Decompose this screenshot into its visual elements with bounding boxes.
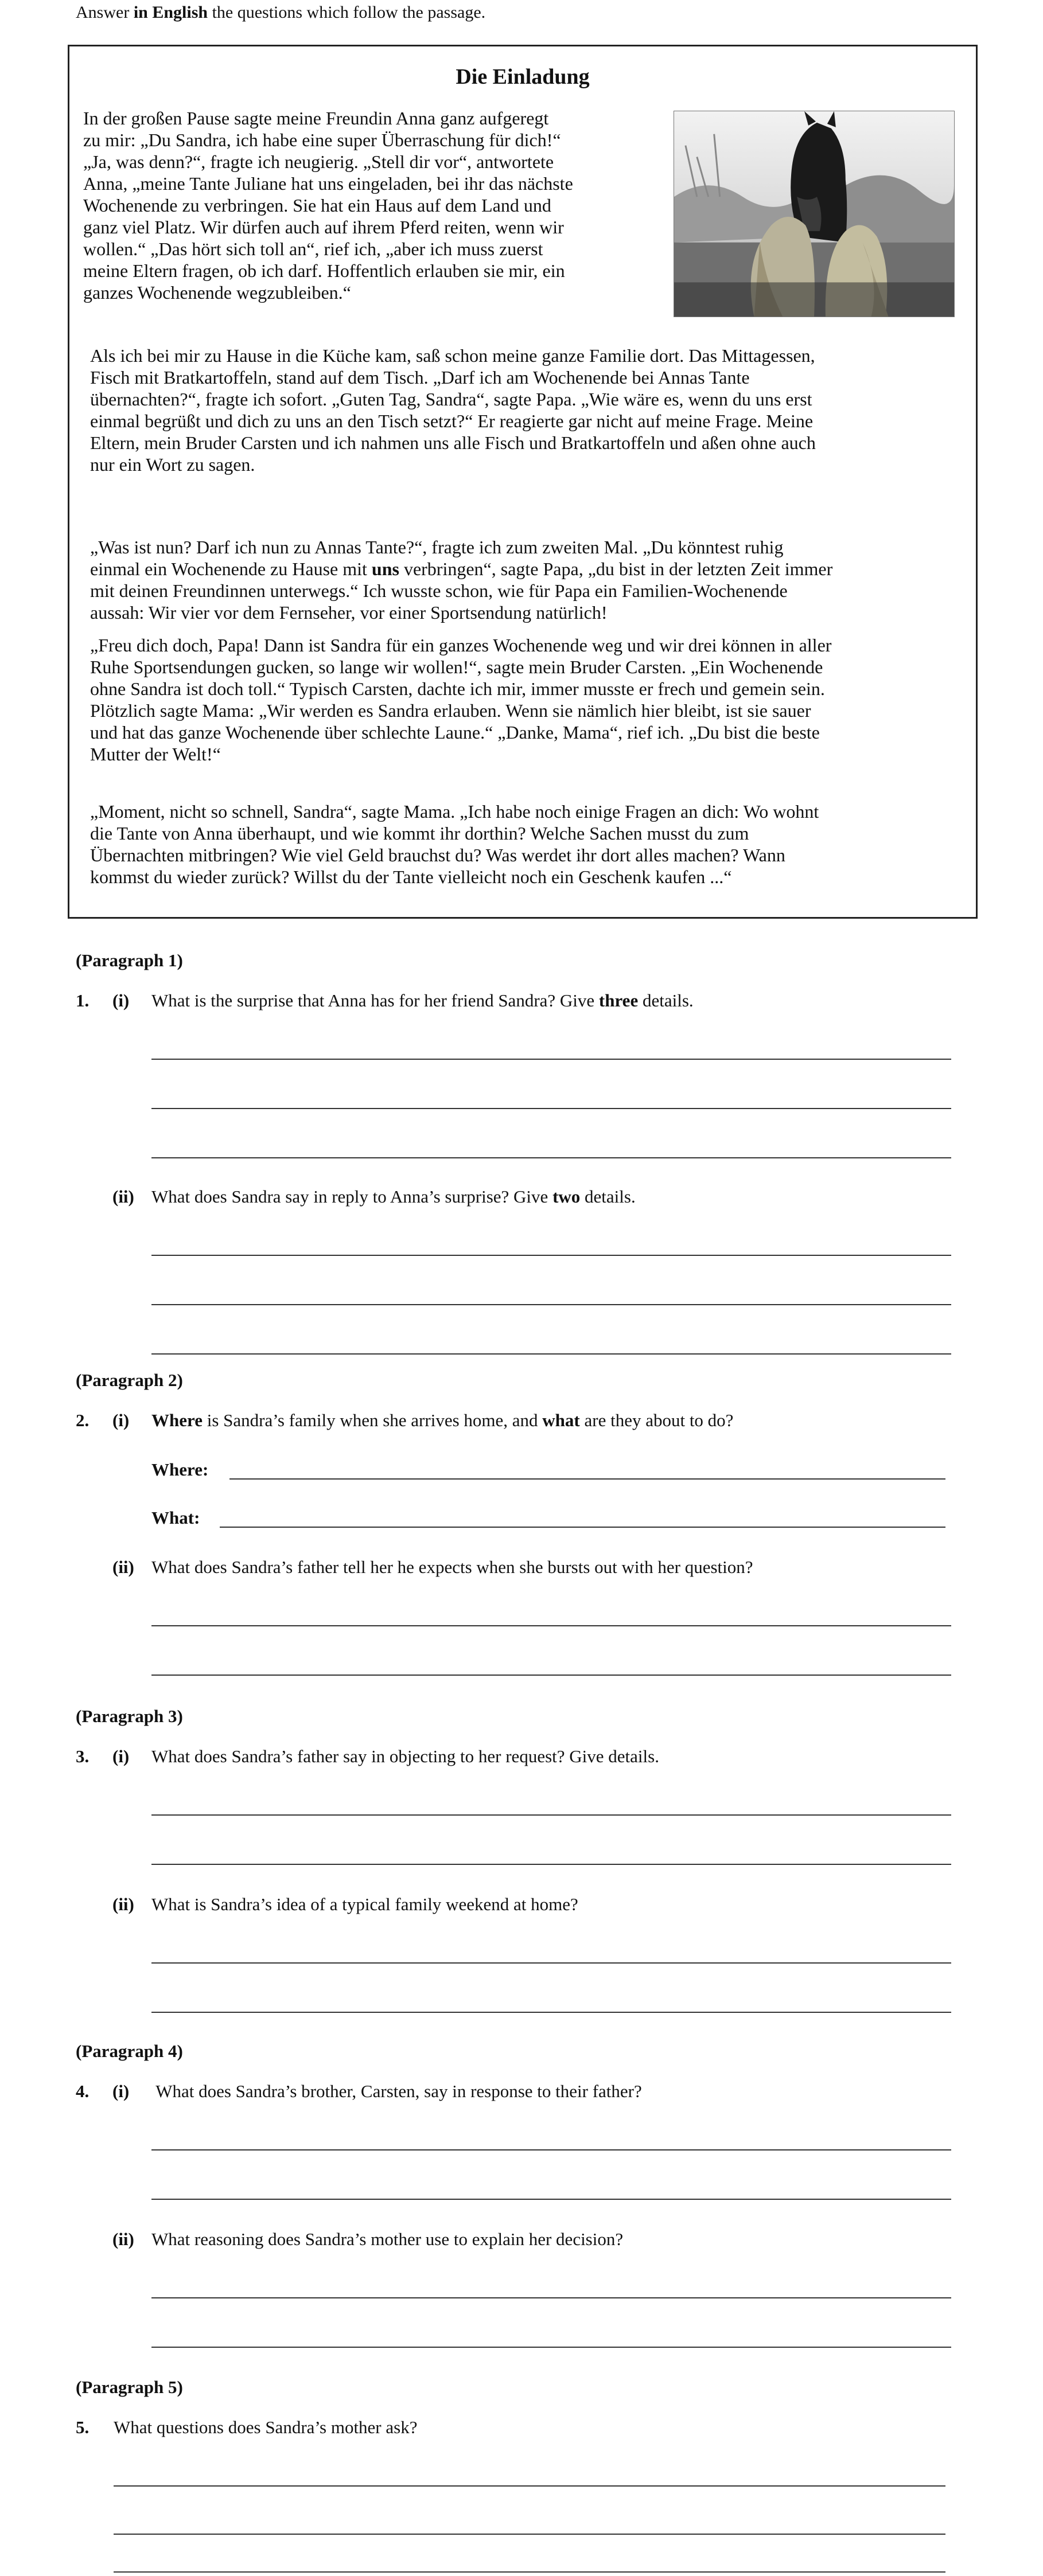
passage-paragraph-1: In der großen Pause sagte meine Freundin Anna ganz aufgeregt zu mir: „Du Sandra, ich habe eine super Überraschung für dich!“ „Ja, was denn?“, fragte ich neugierig. „Stell dir vor“, antwortete Anna, „meine Tante Juliane hat uns eingeladen, bei ihr das nächste Wochenende zu verbringen. Sie hat ein Haus auf dem Land und ganz viel Platz. Wir dürfen auch auf ihrem Pferd reiten, wenn wir wollen.“ „Das hört sich toll an“, rief ich, „aber ich muss zuerst meine Eltern fragen, ob ich darf. Hoffentlich erlauben sie mir, ein ganzes Wochenende wegzubleiben.“ [83, 108, 573, 303]
answer-line[interactable] [151, 2297, 951, 2298]
answer-line[interactable] [114, 2485, 945, 2487]
horse-photo [674, 111, 955, 317]
question-4i-text: What does Sandra’s brother, Carsten, say in response to their father? [151, 2081, 642, 2101]
question-4ii-label: (ii) [112, 2229, 134, 2249]
passage-paragraph-3 [90, 536, 962, 623]
answer-line[interactable] [151, 1157, 951, 1158]
paragraph-4-heading: (Paragraph 4) [76, 2041, 183, 2061]
paragraph-5-heading: (Paragraph 5) [76, 2377, 183, 2397]
question-2i-label: (i) [112, 1410, 130, 1430]
question-1i-after: details. [638, 990, 694, 1010]
question-2ii-text: What does Sandra’s father tell her he expects when she bursts out with her question? [151, 1557, 753, 1577]
question-3-number: 3. [76, 1746, 89, 1766]
question-1ii-before: What does Sandra say in reply to Anna’s surprise? Give [151, 1186, 553, 1207]
instructions-prefix: Answer [76, 3, 134, 22]
question-1-number: 1. [76, 990, 89, 1010]
question-1ii-label: (ii) [112, 1186, 134, 1207]
question-3ii-label: (ii) [112, 1894, 134, 1914]
passage-title: Die Einladung [456, 65, 590, 89]
answer-line[interactable] [151, 1625, 951, 1626]
answer-line[interactable] [114, 2534, 945, 2535]
what-answer-line[interactable] [220, 1527, 945, 1528]
question-5-number: 5. [76, 2417, 89, 2437]
question-1ii-after: details. [580, 1186, 636, 1207]
answer-line[interactable] [151, 1059, 951, 1060]
answer-line[interactable] [151, 2012, 951, 2013]
answer-line[interactable] [151, 1353, 951, 1355]
instructions [76, 1, 485, 24]
question-2i-text [151, 1410, 733, 1431]
passage-paragraph-3-before: „Was ist nun? Darf ich nun zu Annas Tante?“, fragte ich zum zweiten Mal. „Du könntest ruhig einmal ein Wochenende zu Hause mit [90, 537, 784, 579]
horse-photo-image [674, 111, 954, 317]
question-1i-label: (i) [112, 990, 130, 1010]
where-answer-line[interactable] [229, 1478, 945, 1480]
question-1ii-emphasis: two [552, 1186, 581, 1207]
answer-line[interactable] [114, 2571, 945, 2573]
answer-line[interactable] [151, 1675, 951, 1676]
question-4i-label: (i) [112, 2081, 130, 2101]
question-2i-mid: is Sandra’s family when she arrives home, and [202, 1410, 543, 1430]
answer-line[interactable] [151, 2347, 951, 2348]
question-2i-emphasis-what: what [542, 1410, 580, 1430]
paragraph-1-heading: (Paragraph 1) [76, 950, 183, 970]
instructions-emphasis: in English [133, 3, 208, 22]
passage-paragraph-2: Als ich bei mir zu Hause in die Küche kam, saß schon meine ganze Familie dort. Das Mittagessen, Fisch mit Bratkartoffeln, stand auf dem Tisch. „Darf ich am Wochenende bei Annas Tante übernachten?“, fragte ich sofort. „Guten Tag, Sandra“, sagte Papa. „Wie wäre es, wenn du uns erst einmal begrüßt und dich zu uns an den Tisch setzt?“ Er reagierte gar nicht auf meine Frage. Meine Eltern, mein Bruder Carsten und ich nahmen uns alle Fisch und Bratkartoffeln und aßen ohne auch nur ein Wort zu sagen. [90, 345, 816, 475]
instructions-suffix: the questions which follow the passage. [208, 3, 486, 22]
passage-box [68, 45, 978, 919]
where-label: Where: [151, 1459, 209, 1480]
question-2ii-label: (ii) [112, 1557, 134, 1577]
question-5-text: What questions does Sandra’s mother ask? [114, 2417, 418, 2437]
passage-paragraph-5: „Moment, nicht so schnell, Sandra“, sagte Mama. „Ich habe noch einige Fragen an dich: Wo wohnt die Tante von Anna überhaupt, und wie kommt ihr dorthin? Welche Sachen musst du zum Übernachten mitbringen? Wie viel Geld brauchst du? Was werdet ihr dort alles machen? Wann kommst du wieder zurück? Willst du der Tante vielleicht noch ein Geschenk kaufen ...“ [90, 801, 819, 887]
question-2i-after: are they about to do? [579, 1410, 734, 1430]
question-1i-before: What is the surprise that Anna has for her friend Sandra? Give [151, 990, 599, 1010]
answer-line[interactable] [151, 2149, 951, 2150]
question-2i-emphasis-where: Where [151, 1410, 203, 1430]
question-1i-emphasis: three [598, 990, 639, 1010]
what-label: What: [151, 1508, 200, 1528]
paragraph-2-heading: (Paragraph 2) [76, 1370, 183, 1390]
passage-paragraph-3-emphasis: uns [371, 559, 399, 579]
passage-paragraph-4: „Freu dich doch, Papa! Dann ist Sandra für ein ganzes Wochenende weg und wir drei können in aller Ruhe Sportsendungen gucken, so lange wir wollen!“, sagte mein Bruder Carsten. „Ein Wochenende ohne Sandra ist doch toll.“ Typisch Carsten, dachte ich mir, immer musste er frech und gemein sein. Plötzlich sagte Mama: „Wir werden es Sandra erlauben. Wenn sie nämlich hier bleibt, ist sie sauer und hat das ganze Wochenende über schlechte Laune.“ „Danke, Mama“, rief ich. „Du bist die beste Mutter der Welt!“ [90, 635, 832, 764]
question-2-number: 2. [76, 1410, 89, 1430]
question-3i-text: What does Sandra’s father say in objecting to her request? Give details. [151, 1746, 659, 1766]
answer-line[interactable] [151, 1814, 951, 1816]
answer-line[interactable] [151, 1304, 951, 1305]
question-4ii-text: What reasoning does Sandra’s mother use to explain her decision? [151, 2229, 624, 2249]
passage-paragraph-3-after: verbringen“, sagte Papa, „du bist in der letzten Zeit immer mit deinen Freundinnen unterwegs.“ Ich wusste schon, wie für Papa ein Familien-Wochenende aussah: Wir vier vor dem Fernseher, vor einer Sportsendung natürlich! [90, 559, 833, 623]
answer-line[interactable] [151, 1255, 951, 1256]
answer-line[interactable] [151, 1108, 951, 1109]
question-3i-label: (i) [112, 1746, 130, 1766]
answer-line[interactable] [151, 1864, 951, 1865]
question-1i-text [151, 990, 694, 1012]
paragraph-3-heading: (Paragraph 3) [76, 1706, 183, 1726]
question-1ii-text [151, 1186, 636, 1208]
answer-line[interactable] [151, 2199, 951, 2200]
question-4-number: 4. [76, 2081, 89, 2101]
question-3ii-text: What is Sandra’s idea of a typical family weekend at home? [151, 1894, 578, 1914]
answer-line[interactable] [151, 1962, 951, 1964]
